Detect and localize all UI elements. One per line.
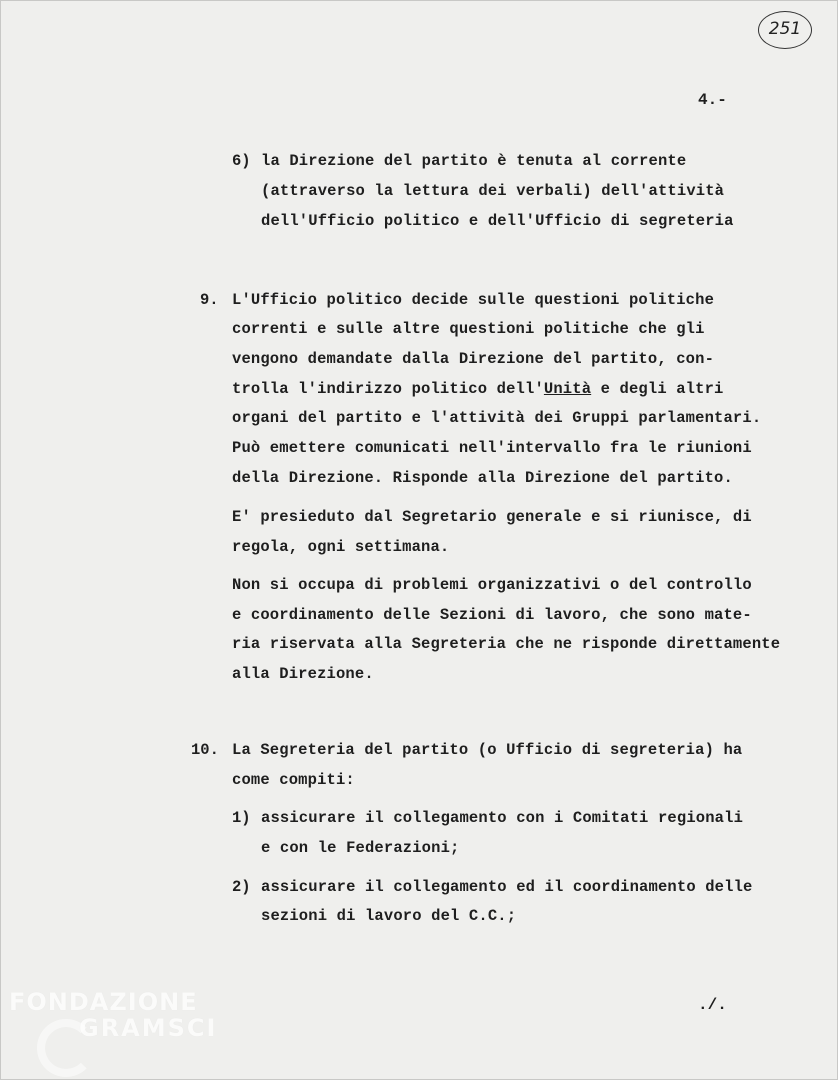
section-9-line-1: L'Ufficio politico decide sulle questioni politiche xyxy=(232,291,715,309)
continuation-mark: ./. xyxy=(698,996,727,1014)
unita-title: Unità xyxy=(543,380,592,398)
section-9-p3-line-4: alla Direzione. xyxy=(232,665,374,683)
section-9-p3-line-1: Non si occupa di problemi organizzativi o del controllo xyxy=(232,576,752,594)
section-9-line-2: correnti e sulle altre questioni politiche che gli xyxy=(232,320,705,338)
watermark-line-1: FONDAZIONE xyxy=(9,988,198,1016)
section-9-p2-line-1: E' presieduto dal Segretario generale e si riunisce, di xyxy=(232,508,752,526)
section-9-number: 9. xyxy=(200,291,219,309)
watermark-line-2: GRAMSCI xyxy=(79,1014,218,1042)
section-9-line-4-a: trolla l'indirizzo politico dell' xyxy=(232,380,544,398)
section-9-line-5: organi del partito e l'attività dei Gruppi parlamentari. xyxy=(232,409,762,427)
item-2-line-2: sezioni di lavoro del C.C.; xyxy=(261,907,517,925)
section-10-number: 10. xyxy=(191,741,219,759)
section-9-line-6: Può emettere comunicati nell'intervallo fra le riunioni xyxy=(232,439,752,457)
section-10-line-1: La Segreteria del partito (o Ufficio di segreteria) ha xyxy=(232,741,743,759)
section-9-line-7: della Direzione. Risponde alla Direzione del partito. xyxy=(232,469,733,487)
section-10-line-2: come compiti: xyxy=(232,771,355,789)
item-6-line-3: dell'Ufficio politico e dell'Ufficio di segreteria xyxy=(261,212,734,230)
item-6-line-1: la Direzione del partito è tenuta al corrente xyxy=(261,152,687,170)
section-9-p3-line-3: ria riservata alla Segreteria che ne risponde direttamente xyxy=(232,635,781,653)
item-2-line-1: assicurare il collegamento ed il coordinamento delle xyxy=(261,878,753,896)
section-9-line-4-b: e degli altri xyxy=(591,380,724,398)
item-1-line-2: e con le Federazioni; xyxy=(261,839,460,857)
watermark xyxy=(9,989,217,1041)
item-6-line-2: (attraverso la lettura dei verbali) dell'attività xyxy=(261,182,725,200)
section-9-p2-line-2: regola, ogni settimana. xyxy=(232,538,450,556)
item-6-number: 6) xyxy=(232,152,251,170)
item-2-number: 2) xyxy=(232,878,251,896)
item-1-line-1: assicurare il collegamento con i Comitati regionali xyxy=(261,809,744,827)
section-9-line-4 xyxy=(232,380,724,398)
item-1-number: 1) xyxy=(232,809,251,827)
archive-stamp: 251 xyxy=(758,11,812,49)
page-number: 4.- xyxy=(698,91,727,109)
section-9-p3-line-2: e coordinamento delle Sezioni di lavoro, che sono mate- xyxy=(232,606,752,624)
section-9-line-3: vengono demandate dalla Direzione del partito, con- xyxy=(232,350,715,368)
